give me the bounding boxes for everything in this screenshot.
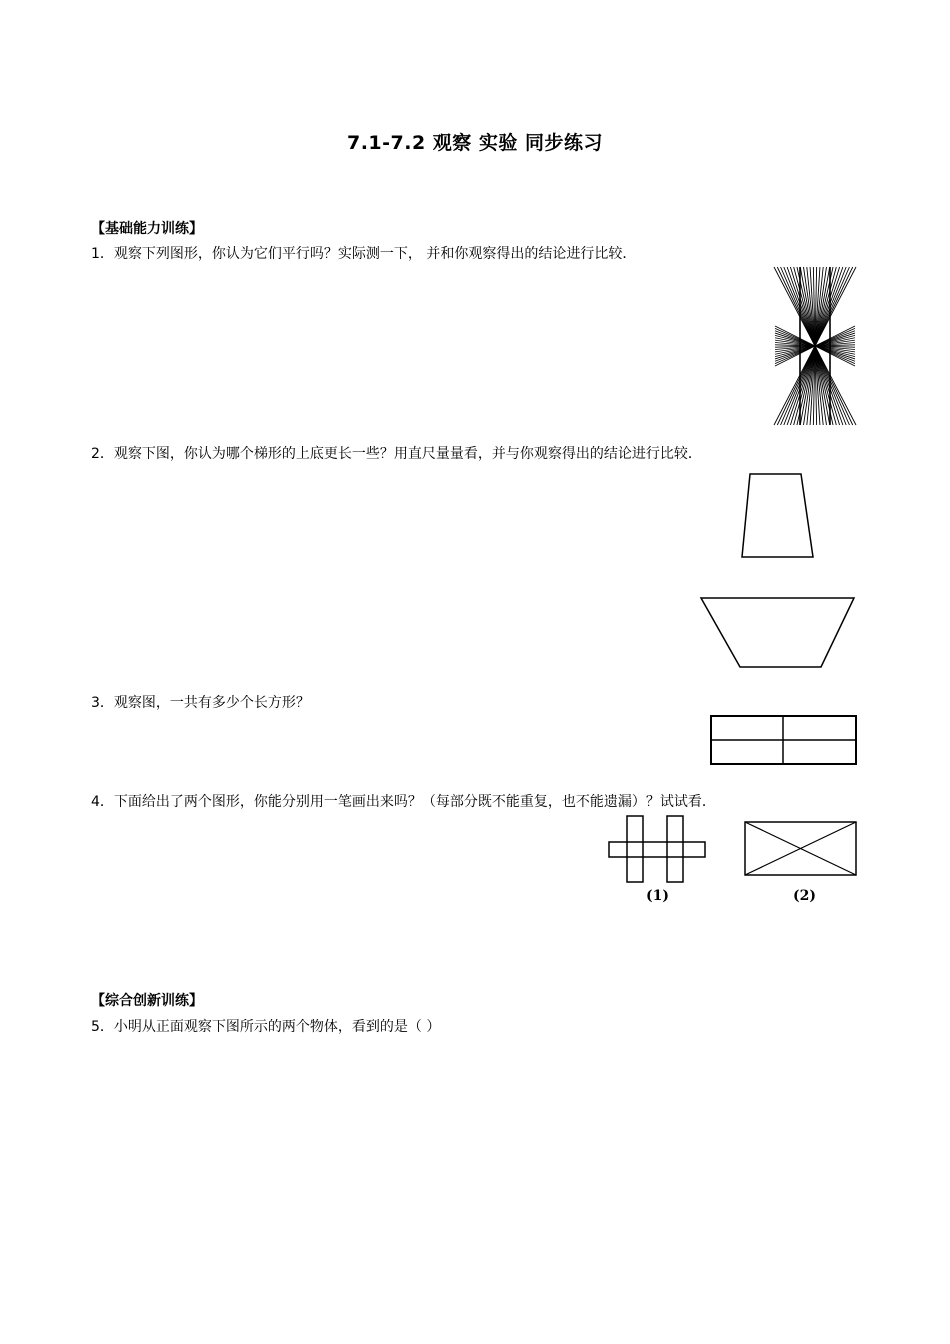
trapezoid-wide-top xyxy=(697,594,859,672)
trapezoid-narrow-top xyxy=(735,470,820,562)
figure-1-label: (1) xyxy=(646,888,669,904)
section-basic-training: 【基础能力训练】 xyxy=(91,221,203,237)
question-5: 5．小明从正面观察下图所示的两个物体，看到的是（ ） xyxy=(91,1019,441,1035)
rectangles-grid-figure xyxy=(708,713,860,767)
question-2: 2．观察下图，你认为哪个梯形的上底更长一些？用直尺量量看，并与你观察得出的结论进行比较． xyxy=(91,446,702,462)
question-1: 1．观察下列图形，你认为它们平行吗？实际测一下， 并和你观察得出的结论进行比较． xyxy=(91,246,637,262)
question-4: 4．下面给出了两个图形，你能分别用一笔画出来吗？（每部分既不能重复，也不能遗漏）？试试看． xyxy=(91,794,716,810)
rectangle-diagonals-figure xyxy=(742,819,860,879)
section-comprehensive-training: 【综合创新训练】 xyxy=(91,993,203,1009)
figure-2-label: (2) xyxy=(793,888,816,904)
hash-shape-figure xyxy=(606,813,708,887)
page-title: 7.1-7.2 观察 实验 同步练习 xyxy=(346,132,604,154)
parallel-lines-illusion-figure xyxy=(772,267,858,425)
question-3: 3．观察图，一共有多少个长方形？ xyxy=(91,695,310,711)
